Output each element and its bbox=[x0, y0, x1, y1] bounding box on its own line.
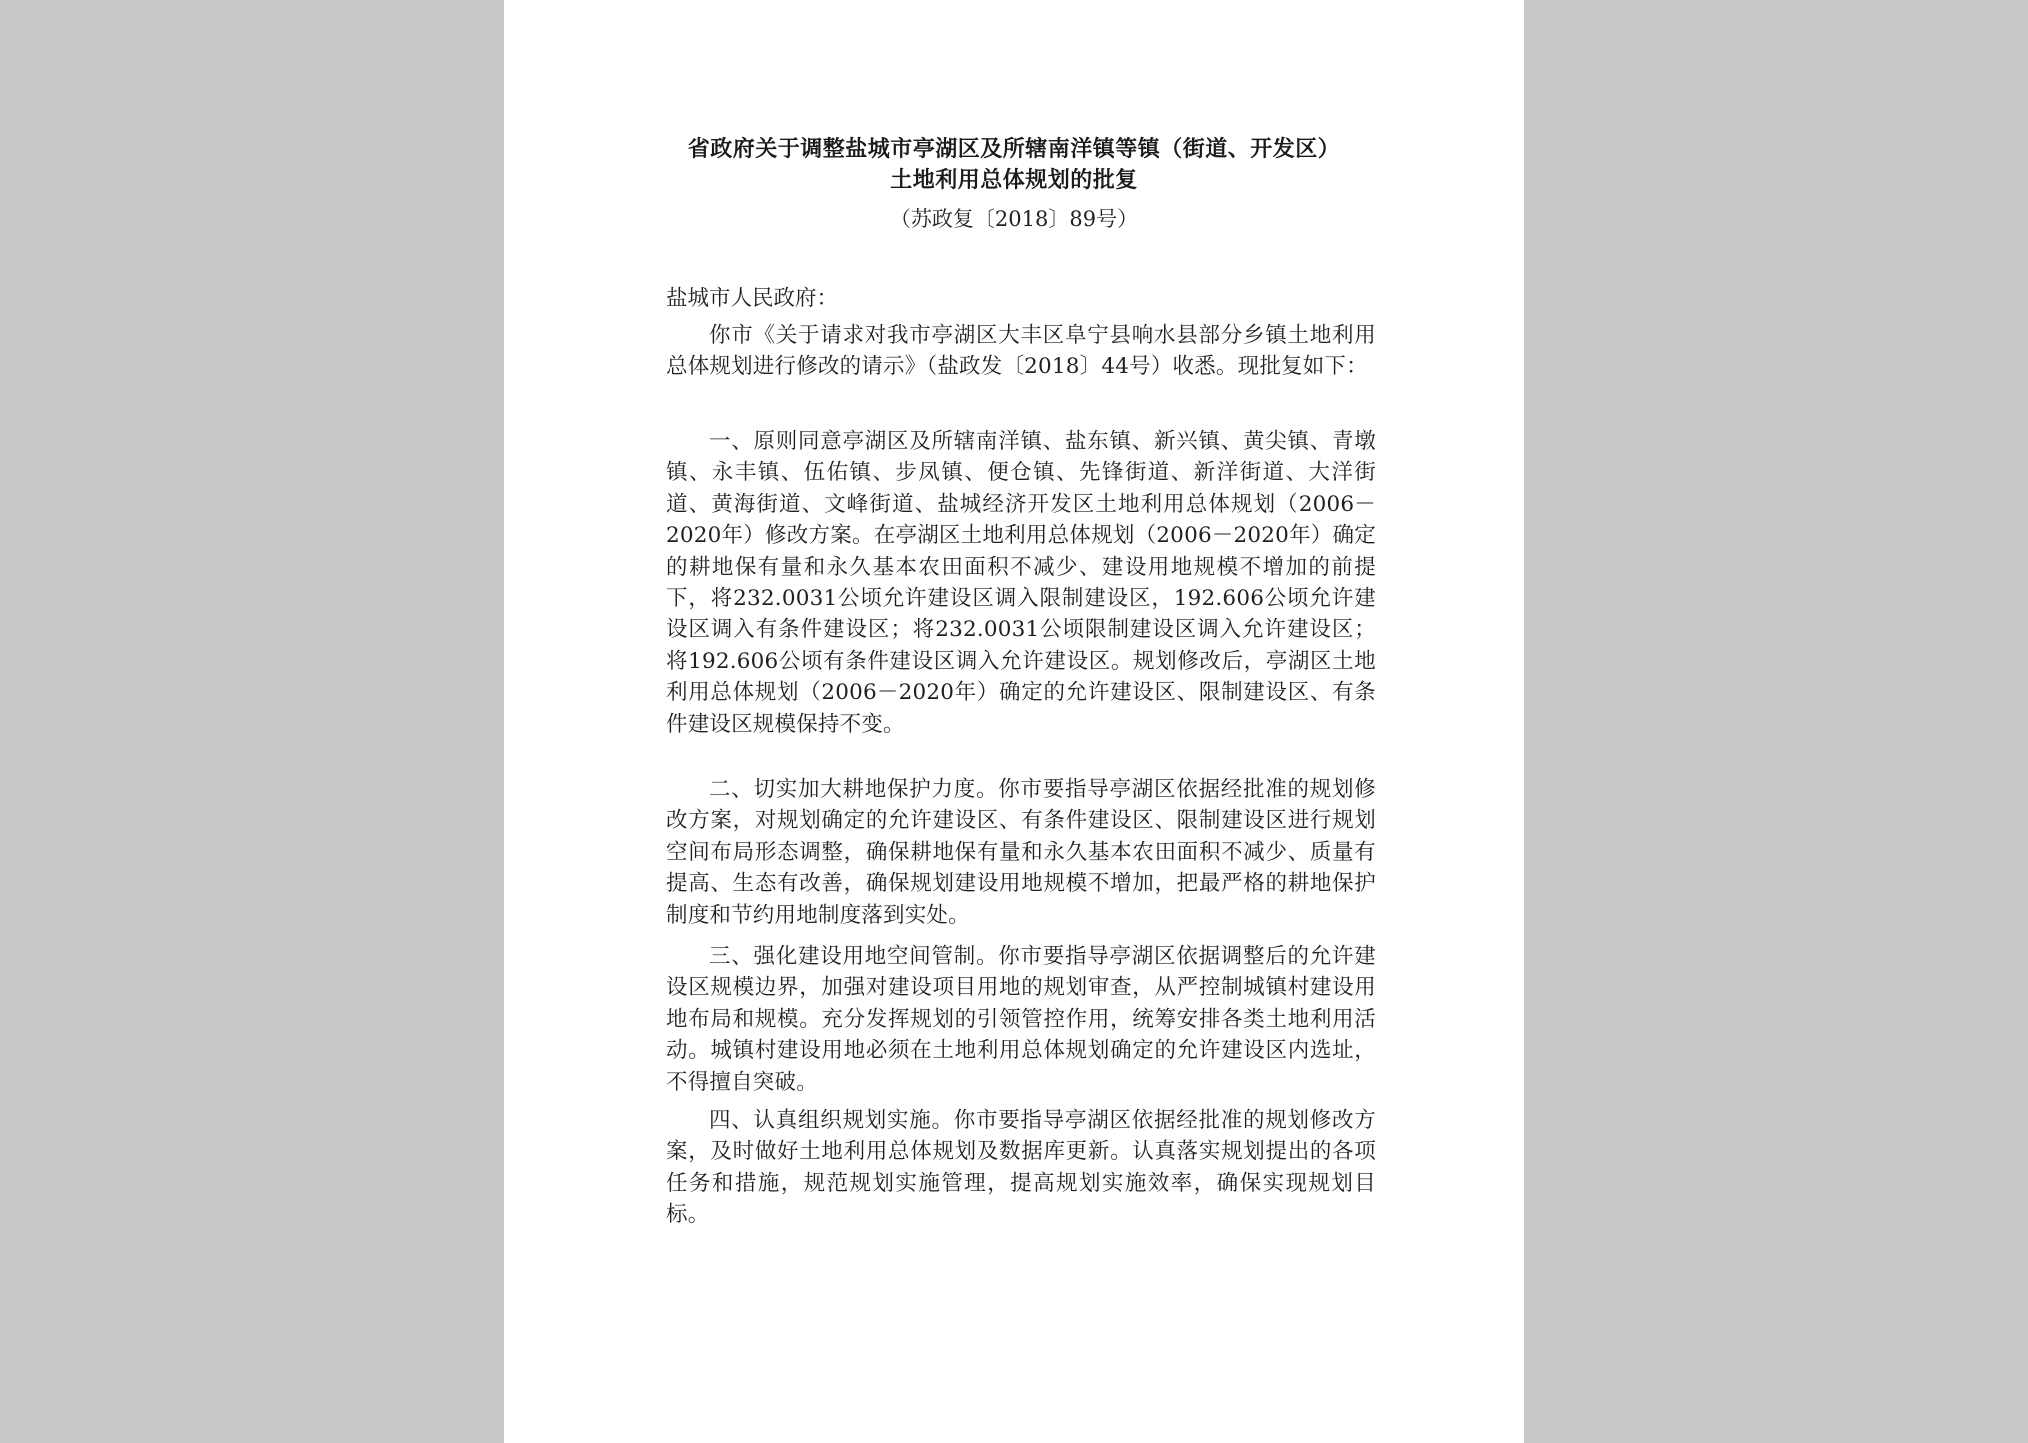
paragraph-item-2: 二、切实加大耕地保护力度。你市要指导亭湖区依据经批准的规划修改方案，对规划确定的允许建设区、有条件建设区、限制建设区进行规划空间布局形态调整，确保耕地保有量和永久基本农田面积不减少、质量有提高、生态有改善，确保规划建设用地规模不增加，把最严格的耕地保护制度和节约用地制度落到实处。 bbox=[666, 777, 1376, 928]
salutation: 盐城市人民政府： bbox=[666, 286, 839, 311]
paragraph-item-4: 四、认真组织规划实施。你市要指导亭湖区依据经批准的规划修改方案，及时做好土地利用总体规划及数据库更新。认真落实规划提出的各项任务和措施，规范规划实施管理，提高规划实施效率，确保实现规划目标。 bbox=[666, 1108, 1376, 1228]
paragraph-intro: 你市《关于请求对我市亭湖区大丰区阜宁县响水县部分乡镇土地利用总体规划进行修改的请示》（盐政发〔2018〕44号）收悉。现批复如下： bbox=[666, 323, 1376, 380]
paragraph-item-3: 三、强化建设用地空间管制。你市要指导亭湖区依据调整后的允许建设区规模边界，加强对建设项目用地的规划审查，从严控制城镇村建设用地布局和规模。充分发挥规划的引领管控作用，统筹安排各类土地利用活动。城镇村建设用地必须在土地利用总体规划确定的允许建设区内选址，不得擅自突破。 bbox=[666, 944, 1376, 1095]
document-number: （苏政复〔2018〕89号） bbox=[889, 207, 1139, 231]
paragraph-item-1: 一、原则同意亭湖区及所辖南洋镇、盐东镇、新兴镇、黄尖镇、青墩镇、永丰镇、伍佑镇、步凤镇、便仓镇、先锋街道、新洋街道、大洋街道、黄海街道、文峰街道、盐城经济开发区土地利用总体规划（2006－2020年）修改方案。在亭湖区土地利用总体规划（2006－2020年）确定的耕地保有量和永久基本农田面积不减少、建设用地规模不增加的前提下，将232.0031公顷允许建设区调入限制建设区，192.606公顷允许建设区调入有条件建设区；将232.0031公顷限制建设区调入允许建设区；将192.606公顷有条件建设区调入允许建设区。规划修改后，亭湖区土地利用总体规划（2006－2020年）确定的允许建设区、限制建设区、有条件建设区规模保持不变。 bbox=[666, 429, 1376, 737]
document-page bbox=[504, 0, 1524, 1443]
document-title-line-2: 土地利用总体规划的批复 bbox=[890, 167, 1138, 193]
document-title-line-1: 省政府关于调整盐城市亭湖区及所辖南洋镇等镇（街道、开发区） bbox=[687, 136, 1341, 162]
